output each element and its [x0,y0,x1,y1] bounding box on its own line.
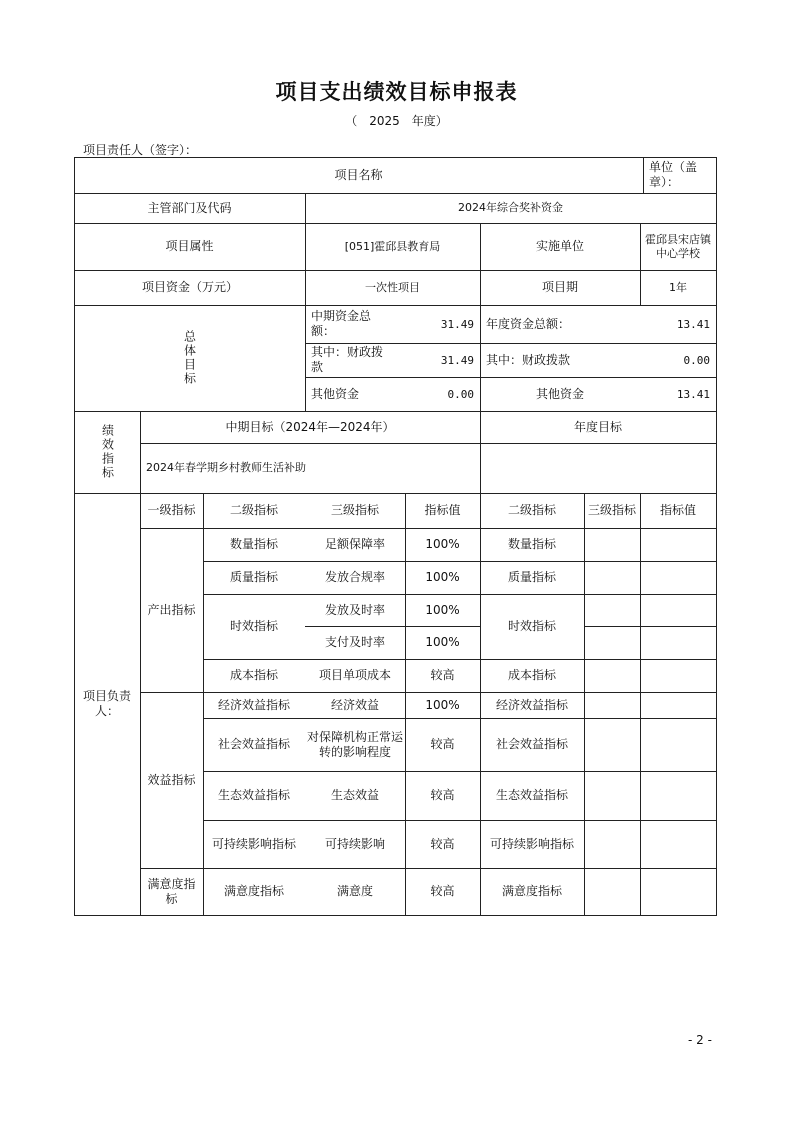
indicator-header: 指标值 [424,503,461,517]
dept-label: 主管部门及代码 [147,200,232,215]
year-other-value: 13.41 [676,387,710,401]
year-level2-indicator: 质量指标 [507,570,556,584]
year-level2-indicator: 经济效益指标 [495,697,568,712]
table-rule [584,493,585,916]
page-title: 项目支出绩效目标申报表 [275,80,518,104]
year-level2-indicator: 数量指标 [507,537,556,551]
year-total-label: 年度资金总额： [486,316,571,331]
year-level2-indicator: 时效指标 [507,619,556,633]
table-rule [716,157,717,916]
year-level2-indicator: 社会效益指标 [495,737,568,751]
mid-level3-indicator: 项目单项成本 [318,668,391,682]
project-leader-label: 项目负责人： [82,689,131,718]
year-total-value: 13.41 [676,317,710,331]
mid-level3-indicator: 足额保障率 [324,537,385,551]
indicator-header: 二级指标 [229,503,278,517]
year-level2-indicator: 成本指标 [507,668,556,682]
mid-indicator-value: 较高 [430,884,455,898]
mid-level2-indicator: 数量指标 [229,537,278,551]
mid-level3-indicator: 满意度 [336,884,373,898]
mid-level2-indicator: 社会效益指标 [217,737,290,751]
project-name-label: 项目名称 [334,167,383,182]
mid-level3-indicator: 经济效益 [330,697,379,712]
year-target-header: 年度目标 [573,419,622,434]
mid-level2-indicator: 时效指标 [229,619,278,633]
year-fin-label: 其中：财政拨款 [486,352,571,367]
satisfaction-indicator-label: 满意度指标 [147,876,196,906]
period-value: 1年 [669,280,687,294]
mid-other-label: 其他资金 [311,386,360,401]
signer-label: 项目责任人（签字）： [83,143,198,157]
year-line: （ 2025 年度） [345,114,448,128]
mid-level2-indicator: 可持续影响指标 [211,836,296,851]
fund-value: 一次性项目 [365,280,420,294]
indicator-header: 指标值 [659,503,696,517]
attr-label: 项目属性 [165,239,214,253]
mid-indicator-value: 较高 [430,836,455,851]
mid-other-value: 0.00 [447,387,474,401]
year-level2-indicator: 满意度指标 [501,884,562,898]
table-rule [584,626,717,627]
mid-level3-indicator: 生态效益 [330,788,379,802]
attr-value: [051]霍邱县教育局 [344,239,441,253]
output-indicator-label: 产出指标 [147,602,196,617]
mid-level3-indicator: 发放合规率 [324,570,385,584]
mid-indicator-value: 较高 [430,668,455,682]
page-number: - 2 - [688,1033,712,1047]
mid-level2-indicator: 成本指标 [229,668,278,682]
impl-value: 霍邱县宋店镇中心学校 [645,232,711,260]
mid-total-label: 中期资金总额： [311,309,372,338]
mid-level2-indicator: 质量指标 [229,570,278,584]
mid-indicator-value: 100% [425,697,460,712]
year-level2-indicator: 可持续影响指标 [489,836,574,851]
period-label: 项目期 [541,280,578,294]
dept-value: 2024年综合奖补资金 [458,201,563,214]
mid-level3-indicator: 发放及时率 [324,602,385,617]
table-rule [640,493,641,916]
mid-target-content: 2024年春学期乡村教师生活补助 [146,461,306,474]
indicator-header: 二级指标 [507,503,556,517]
mid-target-header: 中期目标（2024年—2024年） [225,419,395,434]
mid-indicator-value: 较高 [430,788,455,802]
mid-indicator-value: 100% [425,537,460,551]
mid-fin-label: 其中：财政拨款 [311,345,384,374]
table-rule [74,915,717,916]
mid-level2-indicator: 生态效益指标 [217,788,290,802]
mid-level2-indicator: 经济效益指标 [217,697,290,712]
year-other-label: 其他资金 [535,386,584,401]
mid-total-value: 31.49 [440,317,474,331]
indicator-header: 一级指标 [147,503,196,517]
year-fin-value: 0.00 [683,353,710,367]
year-level2-indicator: 生态效益指标 [495,788,568,802]
benefit-indicator-label: 效益指标 [147,772,196,787]
unit-stamp-label: 单位（盖章）： [649,160,698,189]
mid-level3-indicator: 对保障机构正常运转的影响程度 [307,729,404,759]
mid-level2-indicator: 满意度指标 [223,884,284,898]
mid-indicator-value: 较高 [430,737,455,751]
mid-indicator-value: 100% [425,602,460,617]
mid-level3-indicator: 支付及时率 [324,635,385,649]
indicator-header: 三级指标 [330,503,379,517]
fund-label: 项目资金（万元） [142,280,239,294]
mid-indicator-value: 100% [425,570,460,584]
mid-level3-indicator: 可持续影响 [324,836,385,851]
overall-target-label: 总体目标 [182,330,197,386]
perf-indicator-label: 绩效指标 [100,424,115,480]
impl-label: 实施单位 [535,239,584,253]
mid-fin-value: 31.49 [440,353,474,367]
mid-indicator-value: 100% [425,635,460,649]
indicator-header: 三级指标 [587,503,636,517]
